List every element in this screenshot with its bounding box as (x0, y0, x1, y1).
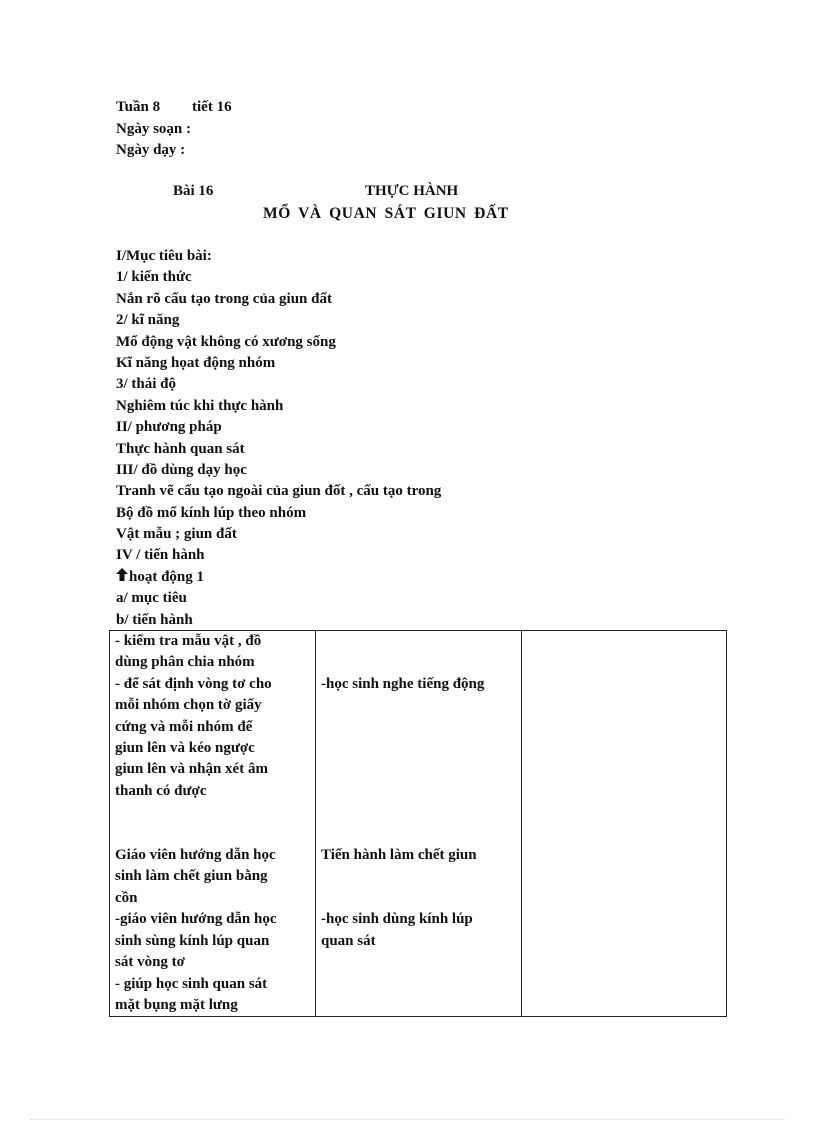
lesson-type: THỰC HÀNH (365, 183, 459, 199)
subsection-knowledge: 1/ kiến thức (116, 269, 192, 286)
section-materials: III/ đồ dùng dạy học (116, 461, 247, 478)
section-methods: II/ phương pháp (116, 419, 222, 436)
section-objectives: I/Mục tiêu bài: (116, 248, 212, 264)
notes-cell (522, 631, 727, 1017)
lesson-number: Bài 16 (173, 183, 214, 199)
activity-heading (116, 567, 441, 588)
page-edge (30, 1119, 786, 1120)
prep-date: Ngày soạn : (116, 120, 192, 137)
student-activity-text: -học sinh nghe tiếng động Tiến hành làm chết giun -học sinh dùng kính lúp quan sát (321, 675, 485, 949)
body-text: a/ mục tiêu (116, 590, 187, 607)
table-row (110, 631, 727, 1017)
body-text: b/ tiến hành (116, 611, 193, 628)
teach-date: Ngày dạy : (116, 142, 186, 158)
body-text: Mổ động vật không có xương sống (116, 333, 336, 350)
subsection-skills: 2/ kĩ năng (116, 312, 180, 329)
arrow-up-icon (116, 567, 128, 588)
section-procedure: IV / tiến hành (116, 547, 205, 564)
body-text: Kĩ năng họat động nhóm (116, 354, 276, 371)
body-text: Bộ đồ mổ kính lúp theo nhóm (116, 504, 307, 521)
lesson-title: MỔ VÀ QUAN SÁT GIUN ĐẤT (263, 205, 509, 222)
teacher-activity-cell (110, 631, 316, 1017)
subsection-attitude: 3/ thái độ (116, 376, 177, 393)
lesson-body (116, 246, 441, 631)
body-text: Tranh vẽ cấu tạo ngoài của giun đốt , cấu tạo trong (116, 483, 442, 500)
body-text: Nghiêm túc khi thực hành (116, 397, 284, 414)
teacher-activity-text: - kiểm tra mẫu vật , đồ dùng phân chia nhóm - để sát định vòng tơ cho mỗi nhóm chọn tờ giấy cứng và mỗi nhóm để giun lên và kéo ngược giun lên và nhận xét âm thanh có được Giáo viên hướng dẫn học sinh làm chết giun bằng cồn -giáo viên hướng dẫn học sinh sùng kính lúp quan sát vòng tơ - giúp học sinh quan sát mặt bụng mặt lưng (115, 633, 277, 1013)
week-period-line (116, 97, 232, 119)
body-text: Thực hành quan sát (116, 440, 245, 457)
lesson-header (116, 97, 232, 162)
week-label: Tuần 8 (116, 99, 161, 115)
period-label: tiết 16 (192, 99, 232, 115)
activity-label: hoạt động 1 (129, 568, 205, 585)
activity-table (109, 630, 727, 1017)
student-activity-cell (316, 631, 522, 1017)
body-text: Vật mẫu ; giun đất (116, 526, 237, 543)
body-text: Nắn rõ cấu tạo trong của giun đất (116, 290, 332, 307)
